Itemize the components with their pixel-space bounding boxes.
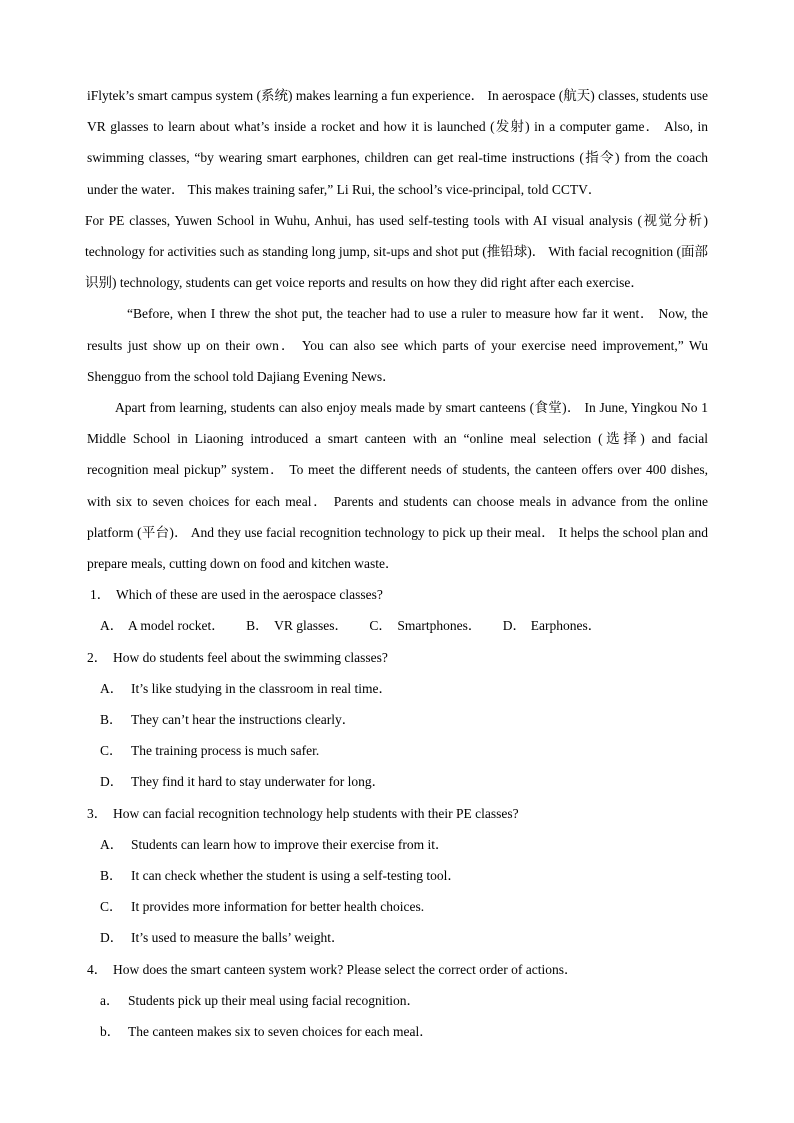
question-2 — [87, 642, 708, 798]
options-row — [100, 610, 708, 641]
question-text: How can facial recognition technology help students with their PE classes? — [113, 805, 519, 821]
question-1 — [87, 579, 708, 641]
passage-paragraph-2: For PE classes, Yuwen School in Wuhu, Anhui, has used self-testing tools with AI visual analysis (视觉分析) technology for activities such as standing long jump, sit-ups and shot put (推铅球)． With facial recognition (面部识别) technology, students can get voice reports and results on how they did right after each exercise． — [85, 212, 708, 291]
question-text: How do students feel about the swimming classes? — [113, 649, 388, 665]
option-letter[interactable]: D． — [502, 618, 526, 634]
question-number: 3． — [87, 805, 108, 821]
step-b: b． The canteen makes six to seven choices for each meal． — [100, 1024, 433, 1040]
question-text: Which of these are used in the aerospace classes? — [116, 587, 383, 603]
option-c[interactable]: C． It provides more information for better health choices. — [100, 899, 425, 915]
option-c[interactable]: C． The training process is much safer. — [100, 743, 320, 759]
option-d[interactable]: D． They find it hard to stay underwater for long． — [100, 774, 386, 790]
option-letter[interactable]: A． — [100, 618, 124, 634]
option-text[interactable]: Earphones． — [530, 618, 602, 634]
passage-paragraph-1: iFlytek’s smart campus system (系统) makes learning a fun experience． In aerospace (航天) classes, students use VR glasses to learn about what’s inside a rocket and how it is launched (发射) in a computer game． Also, in swimming classes, “by wearing smart earphones, children can get real-time instructions (指令) from the coach under the water． This makes training safer,” Li Rui, the school’s vice-principal, told CCTV． — [87, 88, 708, 197]
passage-paragraph-3: “Before, when I threw the shot put, the teacher had to use a ruler to measure how far it went． Now, the results just show up on their own． You can also see which parts of your exercise need improvement,” Wu Shengguo from the school told Dajiang Evening News． — [87, 306, 708, 384]
option-a[interactable]: A． It’s like studying in the classroom in real time． — [100, 680, 392, 696]
option-text[interactable]: VR glasses． — [274, 618, 348, 634]
option-a[interactable]: A． Students can learn how to improve their exercise from it． — [100, 836, 449, 852]
step-a: a． Students pick up their meal using facial recognition． — [100, 992, 421, 1008]
passage-paragraph-4: Apart from learning, students can also enjoy meals made by smart canteens (食堂)． In June, Yingkou No 1 Middle School in Liaoning introduced a smart canteen with an “online meal selection (选择) and facial recognition meal pickup” system． To meet the different needs of students, the canteen offers over 400 dishes, with six to seven choices for each meal． Parents and students can choose meals in advance from the online platform (平台)． And they use facial recognition technology to pick up their meal． It helps the school plan and prepare meals, cutting down on food and kitchen waste． — [87, 400, 708, 572]
question-3 — [87, 798, 708, 954]
question-number: 4． — [87, 961, 108, 977]
option-text[interactable]: Smartphones． — [397, 618, 482, 634]
option-b[interactable]: B． They can’t hear the instructions clearly． — [100, 712, 356, 728]
option-letter[interactable]: B． — [246, 618, 269, 634]
option-b[interactable]: B． It can check whether the student is using a self-testing tool． — [100, 868, 461, 884]
question-text: How does the smart canteen system work? Please select the correct order of actions． — [113, 961, 578, 977]
question-number: 1． — [90, 587, 111, 603]
passage — [87, 80, 708, 579]
option-d[interactable]: D． It’s used to measure the balls’ weight． — [100, 930, 345, 946]
question-4 — [87, 954, 708, 1048]
question-number: 2． — [87, 649, 108, 665]
option-letter[interactable]: C． — [369, 618, 392, 634]
option-text[interactable]: A model rocket． — [128, 618, 225, 634]
document-page — [87, 80, 708, 1047]
